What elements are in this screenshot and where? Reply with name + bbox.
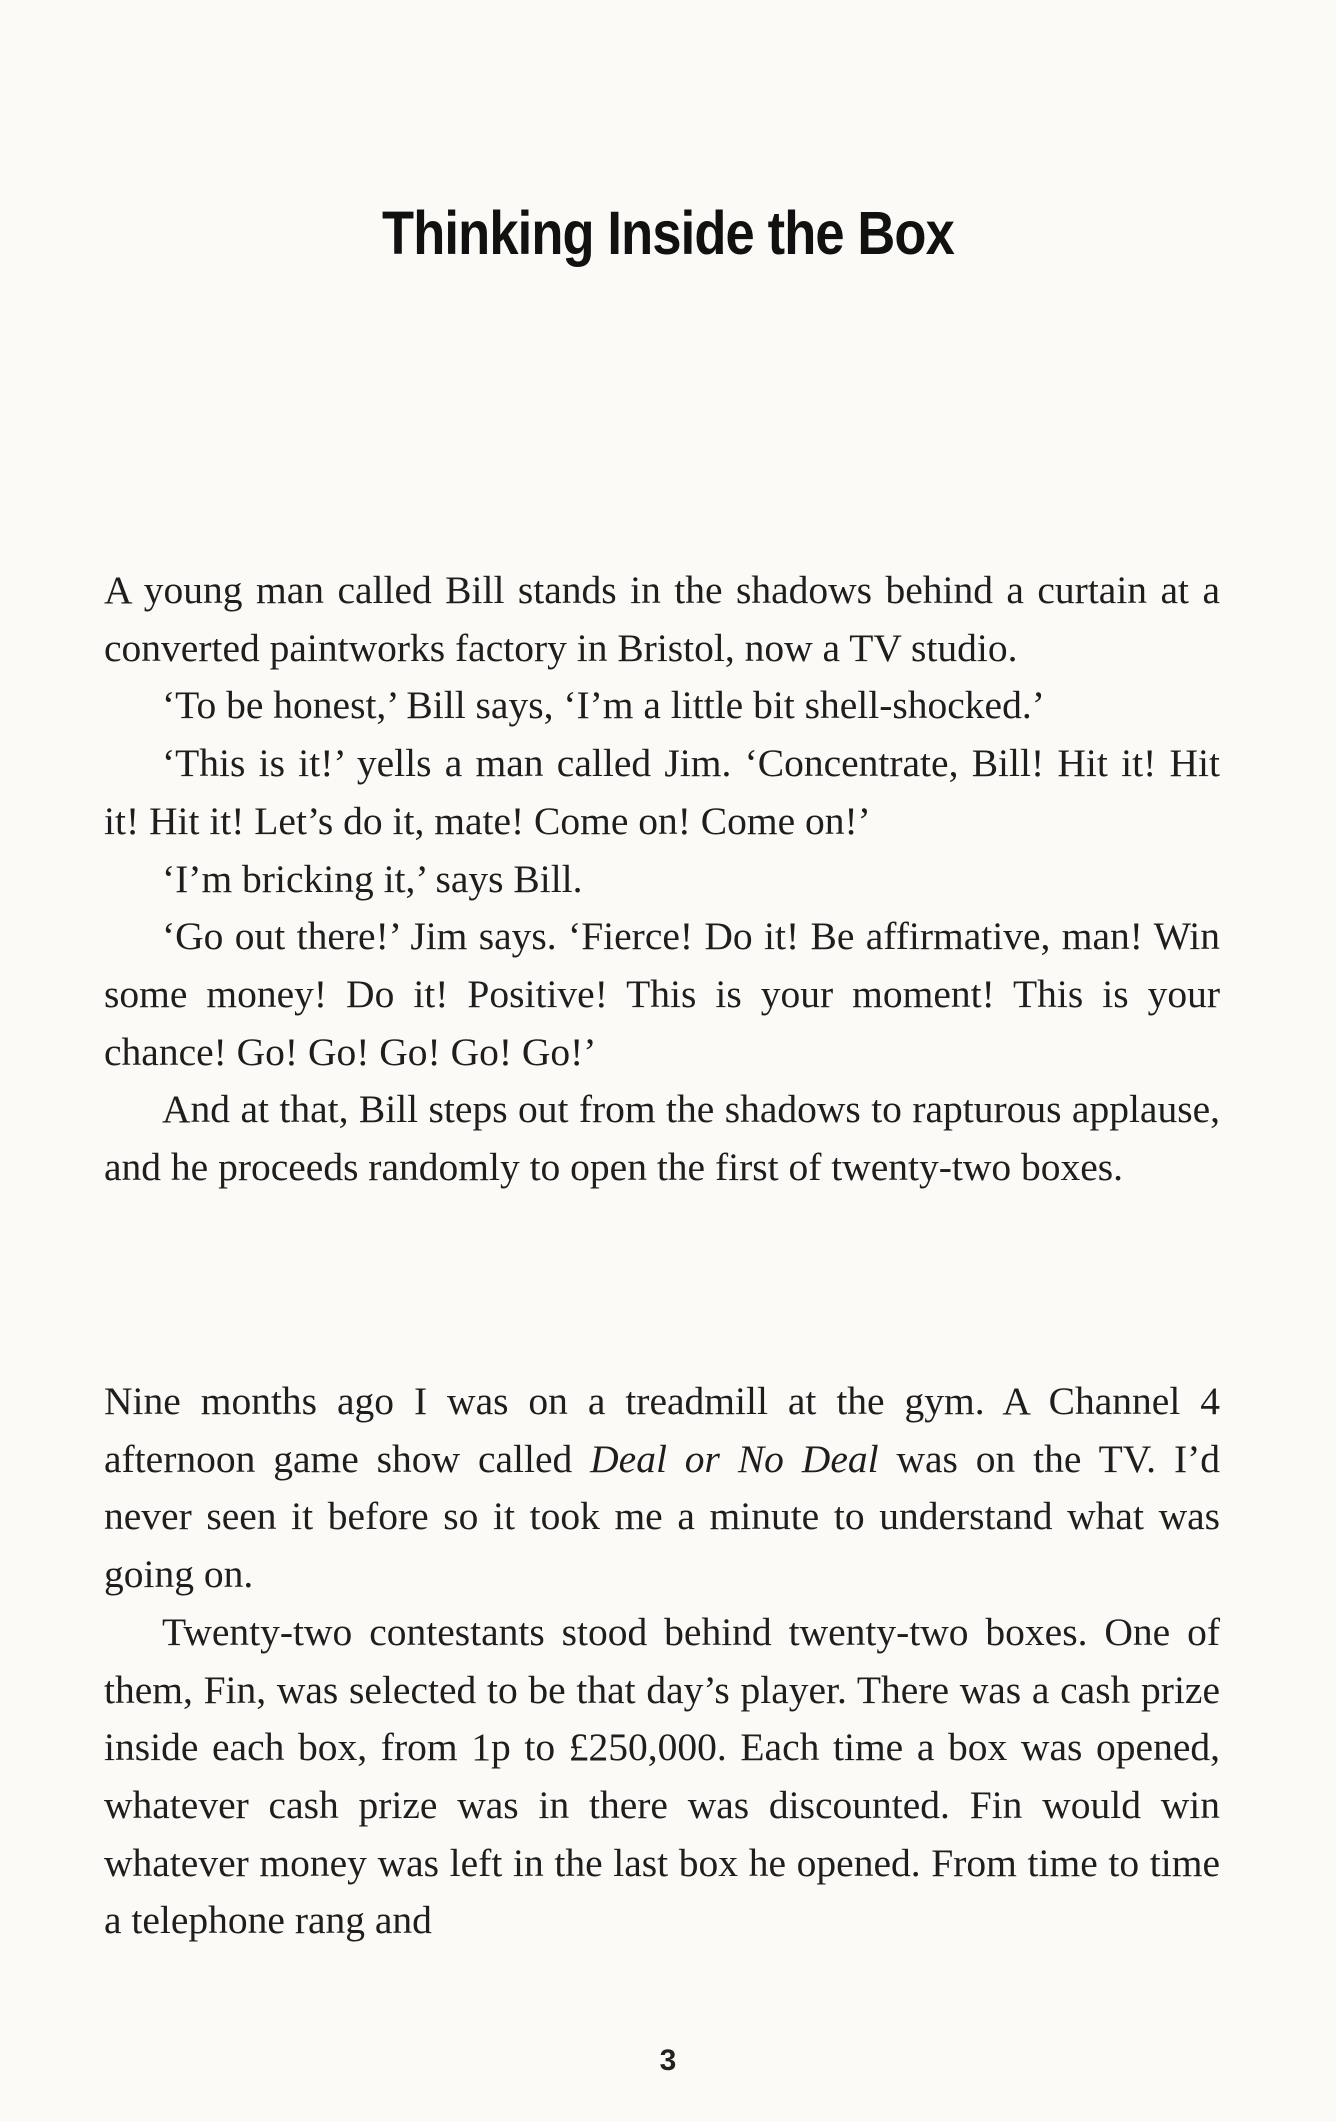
paragraph: ‘To be honest,’ Bill says, ‘I’m a little bit shell-shocked.’ bbox=[162, 683, 1045, 728]
paragraph: ‘I’m bricking it,’ says Bill. bbox=[162, 856, 583, 901]
paragraph: ‘This is it!’ yells a man called Jim. ‘Concentrate, Bill! Hit it! Hit it! Hit it! Let’s do it, mate! Come on! Come on!’ bbox=[104, 741, 1220, 843]
paragraph: Twenty-two contestants stood behind twenty-two boxes. One of them, Fin, was selected to be that day’s player. There was a cash prize inside each box, from 1p to £250,000. Each time a box was opened, whatever cash prize was in there was discounted. Fin would win whatever money was left in the last box he opened. From time to time a telephone rang and bbox=[104, 1609, 1220, 1943]
paragraph: ‘Go out there!’ Jim says. ‘Fierce! Do it! Be affirmative, man! Win some money! Do it! Positive! This is your moment! This is your chance! Go! Go! Go! Go! Go!’ bbox=[104, 914, 1220, 1074]
opening-section bbox=[104, 562, 1220, 1197]
paragraph-text: Nine months ago I was on a treadmill at the gym. A Channel 4 afternoon game show called bbox=[104, 1379, 1220, 1481]
paragraph bbox=[104, 1373, 1220, 1604]
show-title: Deal or No Deal bbox=[590, 1436, 879, 1481]
paragraph: A young man called Bill stands in the shadows behind a curtain at a converted paintworks factory in Bristol, now a TV studio. bbox=[104, 568, 1220, 670]
second-section bbox=[104, 1373, 1220, 1950]
paragraph-text: was on the TV. I’d never seen it before so it took me a minute to understand what was going on. bbox=[104, 1436, 1221, 1597]
chapter-title: Thinking Inside the Box bbox=[382, 199, 954, 267]
page-number: 3 bbox=[659, 2044, 677, 2077]
paragraph: And at that, Bill steps out from the shadows to rapturous applause, and he proceeds randomly to open the first of twenty-two boxes. bbox=[104, 1087, 1220, 1190]
